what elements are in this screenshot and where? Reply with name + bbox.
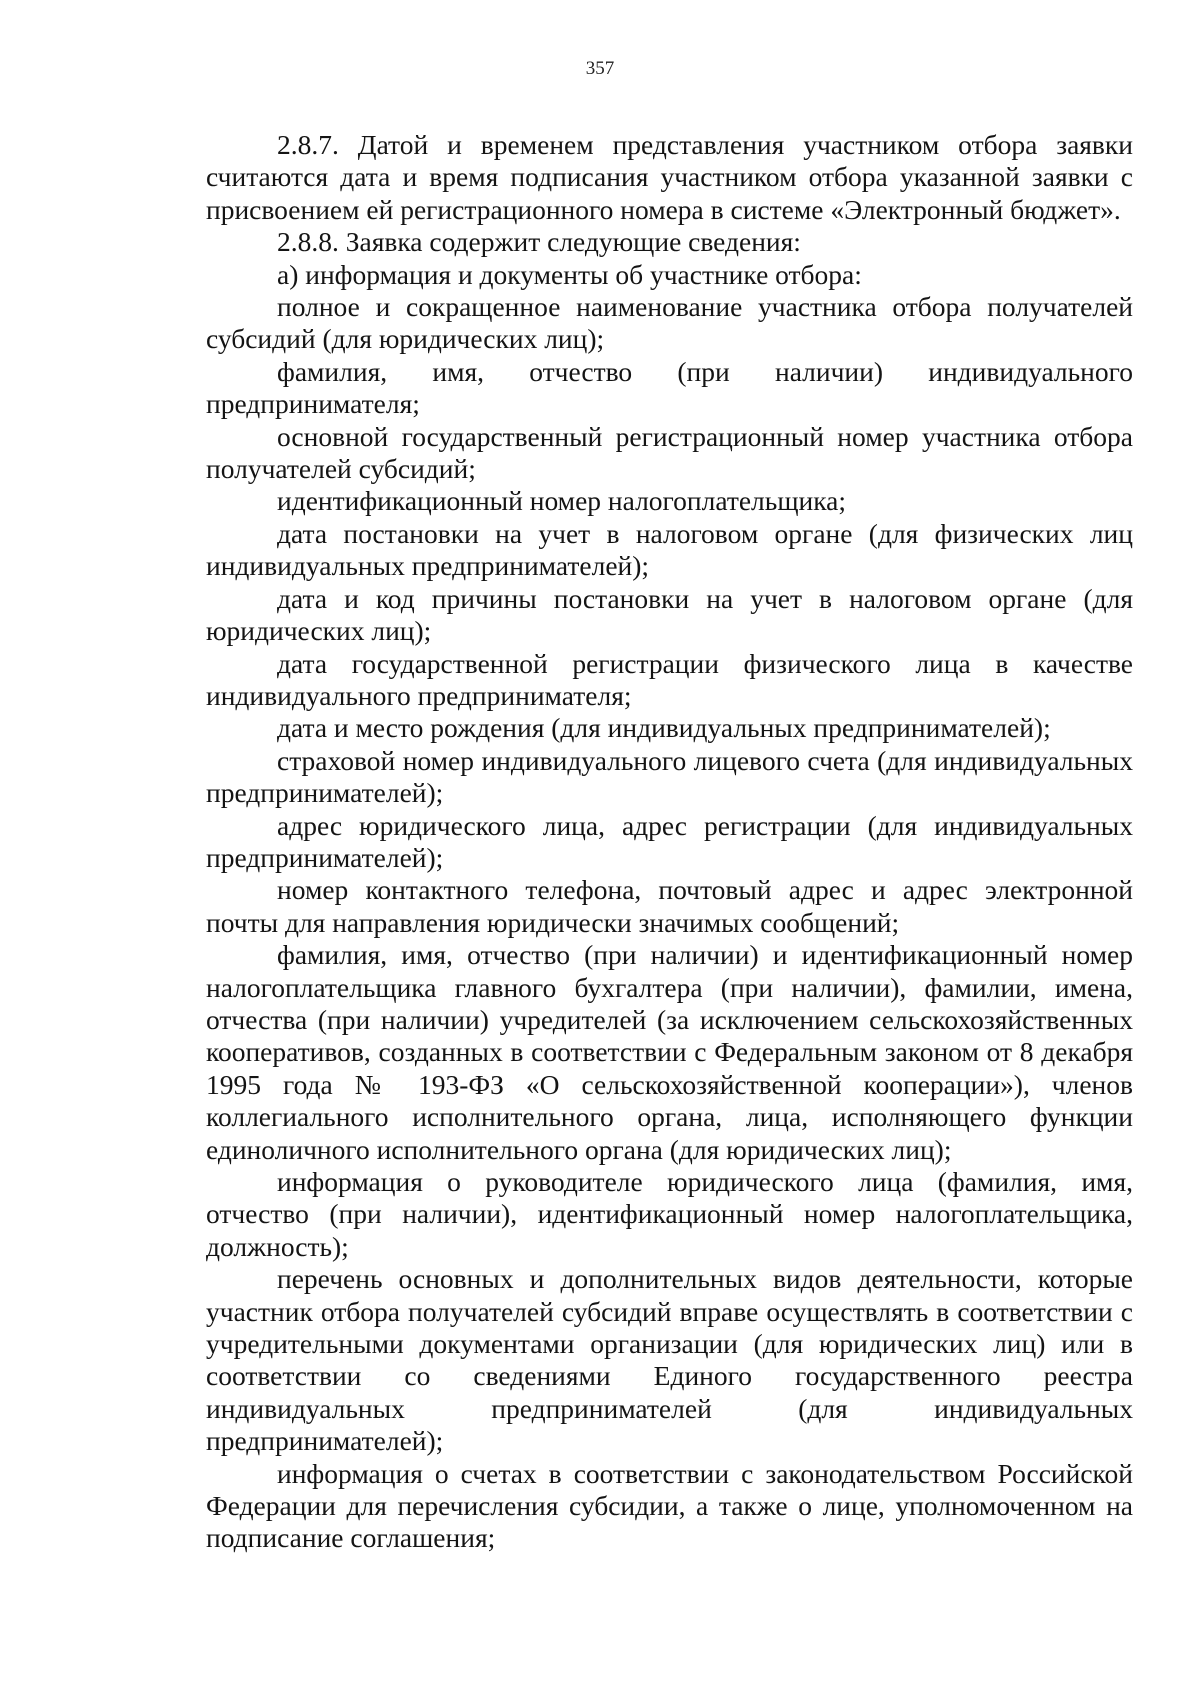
paragraph-snils: страховой номер индивидуального лицевого счета (для индивидуальных предпринимателей); [206,744,1133,809]
paragraph-state-registration-date: дата государственной регистрации физического лица в качестве индивидуального предпринимателя; [206,647,1133,711]
paragraph-kpp: дата и код причины постановки на учет в налоговом органе (для юридических лиц); [206,582,1133,647]
paragraph-head-info: информация о руководителе юридического лица (фамилия, имя, отчество (при наличии), идентификационный номер налогоплательщика, должность); [206,1166,1133,1262]
paragraph-birth: дата и место рождения (для индивидуальных предпринимателей); [277,712,1051,744]
paragraph-founders: фамилия, имя, отчество (при наличии) и идентификационный номер налогоплательщика главного бухгалтера (при наличии), фамилии, имена, отчества (при наличии) учредителей (за исключением сельскохозяйственных кооперативов, созданных в соответствии с Федеральным законом от 8 декабря 1995 года № 193-ФЗ «О сельскохозяйственной кооперации»), членов коллегиального исполнительного органа, лица, исполняющего функции единоличного исполнительного органа (для юридических лиц); [206,939,1133,1165]
paragraph-tax-registration-date: дата постановки на учет в налоговом органе (для физических лиц индивидуальных предпринимателей); [206,517,1133,582]
page-number: 357 [585,58,615,79]
paragraph-2-8-8: 2.8.8. Заявка содержит следующие сведения: [277,226,801,258]
paragraph-ogrn: основной государственный регистрационный номер участника отбора получателей субсидий; [206,420,1133,485]
paragraph-inn: идентификационный номер налогоплательщика; [277,485,847,517]
paragraph-full-name: полное и сокращенное наименование участника отбора получателей субсидий (для юридических лиц); [206,291,1133,355]
document-body [206,129,1133,1555]
paragraph-2-8-7: 2.8.7. Датой и временем представления участником отбора заявки считаются дата и время подписания участником отбора указанной заявки с присвоением ей регистрационного номера в системе «Электронный бюджет». [206,129,1133,225]
paragraph-address: адрес юридического лица, адрес регистрации (для индивидуальных предпринимателей); [206,809,1133,873]
paragraph-activities: перечень основных и дополнительных видов деятельности, которые участник отбора получателей субсидий вправе осуществлять в соответствии с учредительными документами организации (для юридических лиц) или в соответствии со сведениями Единого государственного реестра индивидуальных предпринимателей (для индивидуальных предпринимателей); [206,1263,1133,1457]
paragraph-accounts: информация о счетах в соответствии с законодательством Российской Федерации для перечисления субсидии, а также о лице, уполномоченном на подписание соглашения; [206,1457,1133,1554]
paragraph-contacts: номер контактного телефона, почтовый адрес и адрес электронной почты для направления юридически значимых сообщений; [206,874,1133,938]
paragraph-fio: фамилия, имя, отчество (при наличии) индивидуального предпринимателя; [206,355,1133,420]
paragraph-subitem-a: а) информация и документы об участнике отбора: [277,258,862,290]
